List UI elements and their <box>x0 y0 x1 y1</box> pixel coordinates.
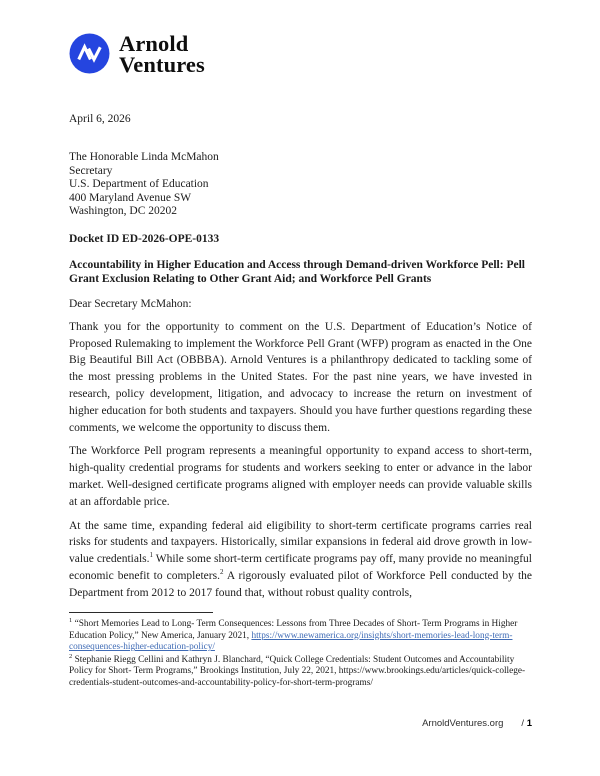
recipient-name: The Honorable Linda McMahon <box>69 151 219 163</box>
letter-content <box>69 0 532 602</box>
docket-id: Docket ID ED-2026-OPE-0133 <box>69 232 220 245</box>
page-number: 1 <box>526 718 532 729</box>
recipient-city: Washington, DC 20202 <box>69 205 178 218</box>
brand-name-line2: Ventures <box>119 51 205 77</box>
footnote-ref-2: 2 <box>219 568 224 577</box>
paragraph-3-text-b: While some short-term certificate programs pay off, many provide no meaningful economic benefit to completers. <box>69 553 532 582</box>
paragraph-2: The Workforce Pell program represents a meaningful opportunity to expand access to short-term, high-quality credential programs for students and workers seeking to enter or advance in the labor market. Well-designed certificate programs aligned with employer needs can provide valuable skills at an affordable price. <box>69 445 532 508</box>
page-number-separator: / <box>521 718 525 729</box>
recipient-title: Secretary <box>69 164 113 177</box>
salutation: Dear Secretary McMahon: <box>69 297 192 310</box>
footer-site: ArnoldVentures.org <box>422 718 504 729</box>
footnote-2-text: Stephanie Riegg Cellini and Kathryn J. Blanchard, “Quick College Credentials: Student Outcomes and Accountability Policy for Short- Term Programs,” Brookings Institution, July 22, 2021, https://www.brookings.edu/articles/quick-college-credentials-student-outcomes-and-accountability-policy-for-short-term-programs/ <box>69 654 526 688</box>
brand-name-line1: Arnold <box>119 31 189 56</box>
paragraph-1: Thank you for the opportunity to comment on the U.S. Department of Education’s Notice of Proposed Rulemaking to implement the Workforce Pell Grant (WFP) program as enacted in the One Big Beautiful Bill Act (OBBBA). Arnold Ventures is a philanthropy dedicated to tackling some of the most pressing problems in the United States. For the past nine years, we have invested in research, policy development, litigation, and advocacy to increase the return on investment of higher education for both students and taxpayers. Should you have further questions regarding these comments, we welcome the opportunity to discuss them. <box>69 320 532 434</box>
brand-name <box>119 31 205 77</box>
footnote-separator <box>69 612 213 613</box>
subject-line: Accountability in Higher Education and Access through Demand-driven Workforce Pell: Pell Grant Exclusion Relating to Other Grant Aid; and Workforce Pell Grants <box>69 258 525 286</box>
footnote-1-marker: 1 <box>69 616 73 624</box>
footnote-1 <box>69 616 532 654</box>
footnote-ref-1: 1 <box>149 551 154 560</box>
footnote-2-marker: 2 <box>69 652 73 660</box>
paragraph-3-text-a: At the same time, expanding federal aid eligibility to short-term certificate programs carries real risks for students and taxpayers. Historically, similar expansions in federal aid drove growth in low-value credentials. <box>69 519 532 566</box>
footnote-2 <box>69 652 532 690</box>
recipient-address <box>69 151 532 219</box>
arnold-ventures-logo-icon <box>69 33 110 74</box>
footnotes-section <box>69 612 532 691</box>
page-number-group <box>521 718 532 729</box>
footnote-1-text: “Short Memories Lead to Long- Term Consequences: Lessons from Three Decades of Short- Term Programs in Higher Education Policy,” New America, January 2021, <box>69 619 518 641</box>
recipient-street: 400 Maryland Avenue SW <box>69 191 192 204</box>
page-footer <box>422 718 532 729</box>
footnote-1-link[interactable]: https://www.newamerica.org/insights/short-memories-lead-long-term-consequences-higher-education-policy/ <box>69 630 513 653</box>
letterhead <box>69 33 532 77</box>
paragraph-3-text-c: A rigorously evaluated pilot of Workforce Pell conducted by the Department from 2012 to 2017 found that, without robust quality controls, <box>69 569 532 599</box>
recipient-org: U.S. Department of Education <box>69 178 209 191</box>
letter-date: April 6, 2026 <box>69 113 131 125</box>
paragraph-3 <box>69 518 532 602</box>
